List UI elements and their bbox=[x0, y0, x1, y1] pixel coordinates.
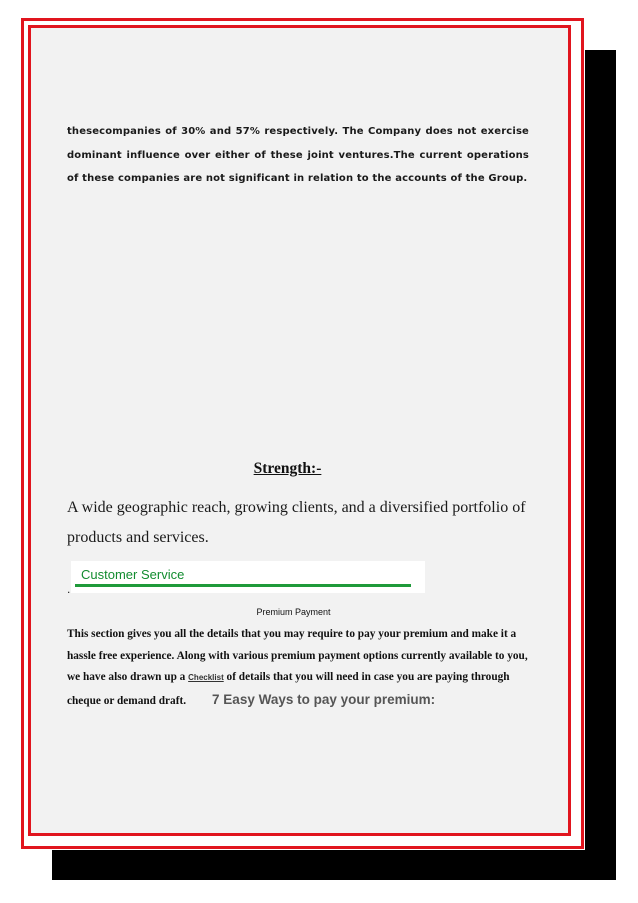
customer-service-banner bbox=[71, 561, 425, 593]
intro-paragraph: thesecompanies of 30% and 57% respectively. The Company does not exercise dominant influence over either of these joint ventures.The current operations of these companies are not significant in relation to the accounts of the Group. bbox=[67, 126, 529, 184]
premium-text-after-link: of details that you will need in case you are paying through cheque or demand draft. bbox=[67, 671, 510, 707]
strength-heading bbox=[31, 460, 568, 478]
premium-payment-title bbox=[31, 607, 568, 617]
strength-text: A wide geographic reach, growing clients, and a diversified portfolio of products and services. bbox=[67, 499, 526, 546]
strength-heading-text: Strength:- bbox=[253, 460, 322, 477]
page-frame-inner bbox=[28, 25, 571, 836]
checklist-link[interactable]: Checklist bbox=[188, 673, 224, 682]
premium-payment-body bbox=[67, 624, 537, 712]
premium-text-before-link: This section gives you all the details that you may require to pay your premium and make it a hassle free experience. Along with various premium payment options currently available to you, we have also drawn up a bbox=[67, 628, 528, 683]
page-shadow-bottom bbox=[52, 850, 616, 880]
page-content bbox=[31, 28, 568, 833]
premium-payment-title-text: Premium Payment bbox=[256, 607, 331, 617]
customer-service-label: Customer Service bbox=[81, 567, 185, 582]
page-shadow-right bbox=[585, 50, 616, 880]
bullet-dot: . bbox=[67, 582, 71, 596]
easy-ways-heading: 7 Easy Ways to pay your premium: bbox=[212, 691, 436, 707]
customer-service-underline bbox=[75, 584, 411, 587]
